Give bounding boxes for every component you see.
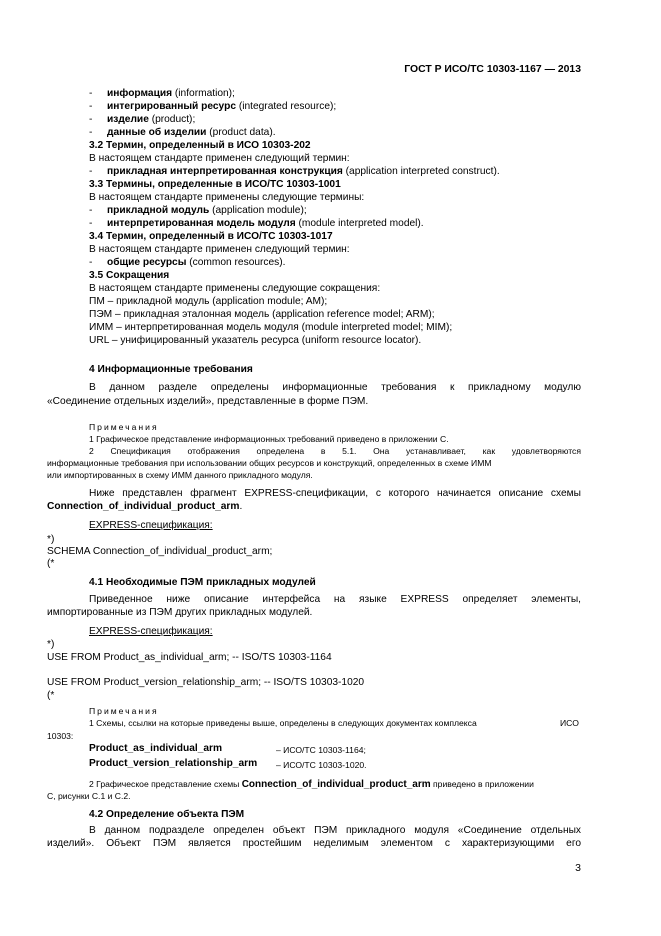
schema-ref-doc: – ИСО/ТС 10303-1164;	[276, 745, 366, 755]
term-item: интерпретированная модель модуля (module interpreted model).	[107, 218, 424, 229]
section-intro: В настоящем стандарте применен следующий термин:	[89, 153, 350, 164]
abbreviation-item: ПМ – прикладной модуль (application module; AM);	[89, 296, 328, 307]
term-item: интегрированный ресурс (integrated resource);	[107, 101, 337, 112]
paragraph: импортированные из ПЭМ других прикладных модулей.	[47, 607, 313, 618]
schema-ref-name: Product_as_individual_arm	[89, 743, 223, 754]
term-item: прикладная интерпретированная конструкция (application interpreted construct).	[107, 166, 500, 177]
express-label: EXPRESS-спецификация:	[89, 626, 213, 637]
note-text: 1 Схемы, ссылки на которые приведены выше, определены в следующих документах комплекса	[89, 718, 477, 728]
note-text: информационные требования при использовании общих ресурсов и конструкций, определенных в схеме ИММ	[47, 458, 492, 468]
section-heading-4-2: 4.2 Определение объекта ПЭМ	[89, 809, 245, 820]
section-heading-3-2: 3.2 Термин, определенный в ИСО 10303-202	[89, 140, 311, 151]
abbreviation-item: ИММ – интерпретированная модель модуля (module interpreted model; MIM);	[89, 322, 453, 333]
list-dash: -	[89, 101, 93, 112]
code-use: USE FROM Product_as_individual_arm; -- ISO/TS 10303-1164	[47, 652, 332, 663]
list-dash: -	[89, 257, 93, 268]
paragraph: «Соединение отдельных изделий», представленные в форме ПЭМ.	[47, 396, 369, 407]
paragraph: Connection_of_individual_product_arm.	[47, 501, 243, 512]
express-label: EXPRESS-спецификация:	[89, 520, 213, 531]
section-intro: В настоящем стандарте применен следующий термин:	[89, 244, 350, 255]
notes-title: Примечания	[89, 706, 159, 716]
paragraph: Ниже представлен фрагмент EXPRESS-спецификации, с которого начинается описание схемы	[89, 488, 581, 499]
section-heading-3-3: 3.3 Термины, определенные в ИСО/ТС 10303-1001	[89, 179, 341, 190]
note-text: ИСО	[560, 718, 579, 728]
section-intro: В настоящем стандарте применены следующие сокращения:	[89, 283, 381, 294]
note-text: 2 Спецификация отображения определена в 5.1. Она устанавливает, как удовлетворяются	[89, 446, 581, 456]
code-comment: (*	[47, 558, 55, 569]
abbreviation-item: URL – унифицированный указатель ресурса (uniform resource locator).	[89, 335, 422, 346]
list-dash: -	[89, 127, 93, 138]
list-dash: -	[89, 114, 93, 125]
paragraph: Приведенное ниже описание интерфейса на языке EXPRESS определяет элементы,	[89, 594, 581, 605]
paragraph: изделий». Объект ПЭМ является простейшим неделимым элементом с характеризующими его	[47, 838, 581, 849]
section-intro: В настоящем стандарте применены следующие термины:	[89, 192, 365, 203]
list-dash: -	[89, 205, 93, 216]
section-heading-3-4: 3.4 Термин, определенный в ИСО/ТС 10303-1017	[89, 231, 333, 242]
list-dash: -	[89, 166, 93, 177]
note-text: 2 Графическое представление схемы Connection_of_individual_product_arm приведено в приложении	[89, 779, 534, 790]
notes-title: Примечания	[89, 422, 159, 432]
term-item: данные об изделии (product data).	[107, 127, 276, 138]
term-item: информация (information);	[107, 88, 235, 99]
schema-ref-doc: – ИСО/ТС 10303-1020.	[276, 760, 367, 770]
note-text: 1 Графическое представление информационных требований приведено в приложении С.	[89, 434, 449, 444]
code-comment: *)	[47, 534, 55, 545]
code-use: USE FROM Product_version_relationship_arm; -- ISO/TS 10303-1020	[47, 677, 365, 688]
section-heading-4-1: 4.1 Необходимые ПЭМ прикладных модулей	[89, 577, 316, 588]
term-item: прикладной модуль (application module);	[107, 205, 307, 216]
note-text: или импортированных в схему ИММ данного прикладного модуля.	[47, 470, 313, 480]
paragraph: В данном разделе определены информационные требования к прикладному модулю	[89, 382, 581, 393]
schema-ref-name: Product_version_relationship_arm	[89, 758, 258, 769]
section-heading-4: 4 Информационные требования	[89, 364, 253, 375]
note-text: 10303:	[47, 731, 74, 741]
list-dash: -	[89, 88, 93, 99]
list-dash: -	[89, 218, 93, 229]
section-heading-3-5: 3.5 Сокращения	[89, 270, 170, 281]
page-number: 3	[575, 862, 581, 874]
term-item: общие ресурсы (common resources).	[107, 257, 286, 268]
term-item: изделие (product);	[107, 114, 196, 125]
code-comment: (*	[47, 690, 55, 701]
code-schema: SCHEMA Connection_of_individual_product_arm;	[47, 546, 273, 557]
paragraph: В данном подразделе определен объект ПЭМ прикладного модуля «Соединение отдельных	[89, 825, 581, 836]
note-text: С, рисунки С.1 и С.2.	[47, 791, 131, 801]
code-comment: *)	[47, 639, 55, 650]
page-header: ГОСТ Р ИСО/ТС 10303-1167 — 2013	[404, 64, 581, 75]
abbreviation-item: ПЭМ – прикладная эталонная модель (application reference model; ARM);	[89, 309, 435, 320]
